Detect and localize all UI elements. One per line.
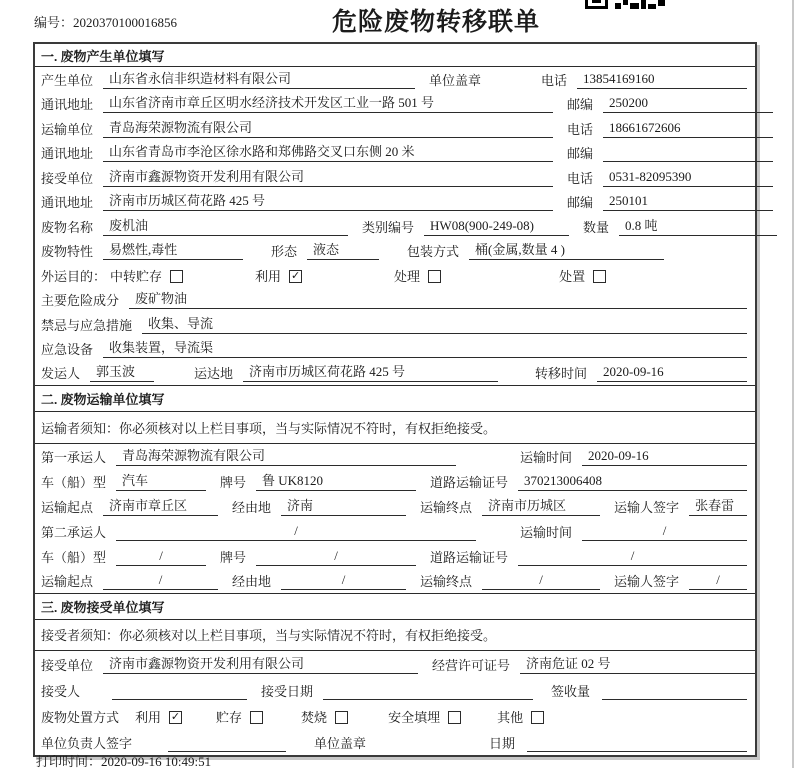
- receiver-phone-label: 电话: [567, 170, 594, 186]
- packaging-value: 桶(金属,数量 4 ): [469, 239, 664, 260]
- row-receiver-unit: [35, 165, 755, 190]
- serial-value: 2020370100016856: [73, 15, 178, 30]
- producer-zip-value: 250200: [603, 95, 773, 113]
- transfer-form: [33, 42, 757, 757]
- business-license-value: 济南危证 02 号: [520, 653, 755, 674]
- serial-label: 编号：: [34, 15, 74, 30]
- category-code-label: 类别编号: [362, 219, 415, 235]
- row-second-carrier: [35, 519, 755, 544]
- disposal-option-recycle: 利用 ✓: [135, 709, 181, 725]
- qr-code-fragment-icon: [585, 0, 665, 9]
- destination-label: 运达地: [194, 365, 234, 381]
- transporter-notice: 运输者须知：你必须核对以上栏目事项，当与实际情况不符时，有权拒绝接受。: [35, 412, 755, 444]
- first-carrier-value: 青岛海荣源物流有限公司: [116, 445, 456, 466]
- accept-unit-label: 接受单位: [41, 657, 94, 673]
- row-hazard-component: [35, 288, 755, 313]
- route-start2-label: 运输起点: [41, 573, 94, 589]
- dispose-checkbox: [593, 270, 606, 283]
- transport-time2-value: /: [582, 523, 747, 541]
- unit-seal-label: 单位盖章: [429, 72, 482, 88]
- carrier-sign2-label: 运输人签字: [614, 573, 680, 589]
- road-license2-label: 道路运输证号: [430, 549, 509, 565]
- producer-zip-label: 邮编: [567, 97, 594, 112]
- receiver-unit-label: 接受单位: [41, 170, 94, 186]
- disposal-option-store: 贮存: [216, 707, 263, 726]
- print-time-value: 2020-09-16 10:49:51: [101, 754, 212, 768]
- route-start1-label: 运输起点: [41, 499, 94, 515]
- row-shipper: [35, 361, 755, 386]
- purpose-option-treat: 处理: [394, 266, 441, 285]
- via1-label: 经由地: [232, 499, 272, 515]
- road-license1-value: 370213006408: [518, 473, 747, 491]
- purpose-option-dispose: 处置: [559, 266, 606, 285]
- row-emergency-measures: [35, 312, 755, 337]
- row-first-carrier: [35, 444, 755, 469]
- destination-value: 济南市历城区荷花路 425 号: [243, 361, 498, 382]
- form-state-value: 液态: [307, 239, 379, 260]
- transporter-zip-value: [603, 145, 773, 162]
- row-disposal-method: [35, 703, 755, 729]
- receiver-zip-label: 邮编: [567, 195, 594, 210]
- page-title: 危险废物转移联单: [332, 9, 541, 36]
- received-qty-value: [602, 683, 747, 700]
- purpose-option-transit: 中转贮存: [110, 266, 183, 285]
- form-state-label: 形态: [271, 244, 298, 259]
- row-transfer-purpose: [35, 263, 755, 288]
- transfer-time-label: 转移时间: [534, 365, 587, 381]
- receiver-notice: 接受者须知：你必须核对以上栏目事项，当与实际情况不符时，有权拒绝接受。: [35, 620, 755, 651]
- quantity-value: 0.8 吨: [619, 215, 777, 236]
- receiver-unit-value: 济南市鑫源物资开发利用有限公司: [103, 166, 553, 187]
- transfer-time-value: 2020-09-16: [597, 364, 747, 382]
- acceptor-value: [112, 683, 247, 700]
- disposal-option-other: 其他: [497, 707, 544, 726]
- vehicle-type2-value: /: [116, 548, 206, 566]
- scan-edge-line: [792, 0, 794, 768]
- shipper-label: 发运人: [41, 365, 81, 381]
- disposal-option-landfill: 安全填埋: [388, 707, 461, 726]
- row-vehicle1: [35, 469, 755, 494]
- transport-time1-value: 2020-09-16: [582, 448, 747, 466]
- producer-unit-label: 产生单位: [41, 72, 94, 88]
- transporter-zip-label: 邮编: [567, 146, 594, 161]
- row-accept-unit: [35, 651, 755, 677]
- accept-date-value: [323, 683, 533, 700]
- purpose-option-recycle: 利用 ✓: [255, 268, 301, 284]
- print-time-label: 打印时间：: [36, 754, 102, 768]
- treat-checkbox: [428, 270, 441, 283]
- acceptor-label: 接受人: [41, 683, 81, 699]
- accept-unit-value: 济南市鑫源物资开发利用有限公司: [103, 653, 418, 674]
- hazard-component-label: 主要危险成分: [41, 293, 120, 308]
- route-start2-value: /: [103, 572, 218, 590]
- via2-value: /: [281, 572, 406, 590]
- disposal-other-checkbox: [531, 711, 544, 724]
- producer-phone-label: 电话: [540, 72, 567, 88]
- carrier-sign1-label: 运输人签字: [614, 499, 680, 515]
- received-qty-label: 签收量: [550, 683, 590, 699]
- producer-phone-value: 13854169160: [577, 71, 747, 89]
- print-time: [36, 751, 211, 768]
- row-waste-property: [35, 239, 755, 264]
- transporter-unit-value: 青岛海荣源物流有限公司: [103, 117, 553, 138]
- row-receiver-address: [35, 190, 755, 215]
- receiver-address-value: 济南市历城区荷花路 425 号: [103, 190, 553, 211]
- transporter-unit-label: 运输单位: [41, 121, 94, 137]
- plate1-value: 鲁 UK8120: [256, 470, 416, 491]
- transport-time2-label: 运输时间: [519, 524, 572, 540]
- row-vehicle2: [35, 544, 755, 569]
- route-start1-value: 济南市章丘区: [103, 495, 218, 516]
- emergency-equipment-value: 收集装置，导流渠: [103, 337, 747, 358]
- transporter-phone-value: 18661672606: [603, 120, 773, 138]
- transporter-phone-label: 电话: [567, 121, 594, 137]
- first-carrier-label: 第一承运人: [41, 449, 107, 465]
- row-waste-name: [35, 214, 755, 239]
- route-end2-label: 运输终点: [420, 573, 473, 589]
- route-end1-label: 运输终点: [420, 499, 473, 515]
- producer-unit-value: 山东省永信非织造材料有限公司: [103, 68, 415, 89]
- producer-address-label: 通讯地址: [41, 97, 94, 112]
- plate2-value: /: [256, 548, 416, 566]
- quantity-label: 数量: [583, 219, 610, 235]
- row-emergency-equipment: [35, 337, 755, 362]
- transporter-address-label: 通讯地址: [41, 146, 94, 161]
- shipper-value: 郭玉波: [90, 361, 154, 382]
- via1-value: 济南: [281, 495, 406, 516]
- disposal-store-checkbox: [250, 711, 263, 724]
- row-producer-unit: [35, 67, 755, 92]
- section3-header: 三. 废物接受单位填写: [35, 594, 755, 620]
- road-license1-label: 道路运输证号: [430, 474, 509, 490]
- emergency-measures-value: 收集、导流: [142, 313, 747, 334]
- row-transporter-unit: [35, 116, 755, 141]
- disposal-method-label: 废物处置方式: [41, 709, 120, 725]
- recycle-checkbox: ✓: [290, 269, 301, 282]
- row-route1: [35, 494, 755, 519]
- sign-date-label: 日期: [488, 735, 515, 751]
- row-acceptor: [35, 677, 755, 703]
- road-license2-value: /: [518, 548, 747, 566]
- route-end1-value: 济南市历城区: [482, 495, 600, 516]
- vehicle-type2-label: 车（船）型: [41, 549, 107, 565]
- carrier-sign2-value: /: [689, 572, 747, 590]
- receiver-zip-value: 250101: [603, 193, 773, 211]
- producer-address-value: 山东省济南市章丘区明水经济技术开发区工业一路 501 号: [103, 92, 553, 113]
- serial-number: [34, 12, 177, 31]
- via2-label: 经由地: [232, 573, 272, 589]
- purpose-label: 外运目的：: [41, 268, 107, 284]
- carrier-sign1-value: 张春雷: [689, 495, 747, 516]
- emergency-equipment-label: 应急设备: [41, 342, 94, 357]
- row-transporter-address: [35, 141, 755, 166]
- packaging-label: 包装方式: [407, 244, 460, 259]
- row-route2: [35, 569, 755, 594]
- transporter-address-value: 山东省青岛市李沧区徐水路和郑佛路交叉口东侧 20 米: [103, 141, 553, 162]
- waste-property-value: 易燃性,毒性: [103, 239, 243, 260]
- second-carrier-value: /: [116, 523, 476, 541]
- hazard-component-value: 废矿物油: [129, 288, 747, 309]
- route-end2-value: /: [482, 572, 600, 590]
- disposal-option-incinerate: 焚烧: [301, 707, 348, 726]
- accept-date-label: 接受日期: [261, 683, 314, 699]
- transport-time1-label: 运输时间: [519, 449, 572, 465]
- unit-seal2-label: 单位盖章: [314, 735, 367, 751]
- section2-header: 二. 废物运输单位填写: [35, 386, 755, 412]
- section1-header: 一. 废物产生单位填写: [35, 44, 755, 67]
- responsible-sign-label: 单位负责人签字: [41, 735, 133, 751]
- transit-checkbox: [170, 270, 183, 283]
- category-code-value: HW08(900-249-08): [424, 218, 569, 236]
- receiver-address-label: 通讯地址: [41, 195, 94, 210]
- waste-property-label: 废物特性: [41, 244, 94, 259]
- waste-name-label: 废物名称: [41, 219, 94, 235]
- vehicle-type1-label: 车（船）型: [41, 474, 107, 490]
- responsible-sign-value: [168, 735, 286, 752]
- disposal-incinerate-checkbox: [335, 711, 348, 724]
- waste-name-value: 废机油: [103, 215, 348, 236]
- second-carrier-label: 第二承运人: [41, 524, 107, 540]
- vehicle-type1-value: 汽车: [116, 470, 206, 491]
- disposal-recycle-checkbox: ✓: [170, 710, 181, 723]
- sign-date-value: [527, 735, 747, 752]
- row-producer-address: [35, 92, 755, 117]
- receiver-phone-value: 0531-82095390: [603, 169, 773, 187]
- plate2-label: 牌号: [220, 549, 247, 565]
- emergency-measures-label: 禁忌与应急措施: [41, 317, 133, 333]
- business-license-label: 经营许可证号: [432, 657, 511, 673]
- plate1-label: 牌号: [220, 474, 247, 490]
- disposal-landfill-checkbox: [448, 711, 461, 724]
